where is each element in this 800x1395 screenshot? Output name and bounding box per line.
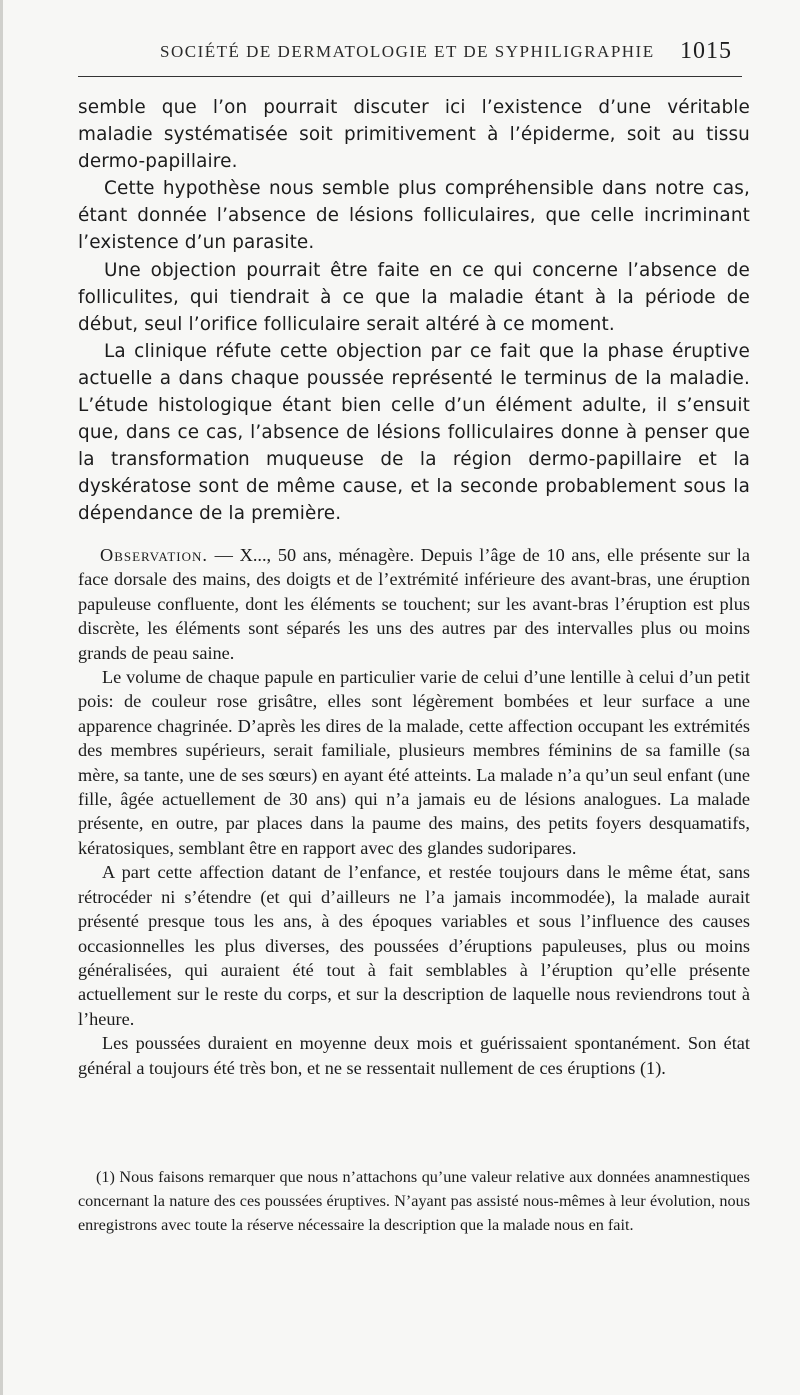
body-paragraph: Une objection pourrait être faite en ce qui concerne l’absence de folliculites, qui tiendrait à ce que la maladie étant à la période de début, seul l’orifice folliculaire serait altéré à ce moment. bbox=[78, 259, 750, 335]
running-title: SOCIÉTÉ DE DERMATOLOGIE ET DE SYPHILIGRAPHIE bbox=[160, 42, 655, 61]
running-head bbox=[160, 38, 732, 68]
observation-paragraph: Les poussées duraient en moyenne deux mois et guérissaient spontanément. Son état général a toujours été très bon, et ne se ressentait nullement de ces éruptions (1). bbox=[78, 1033, 750, 1078]
observation-text: — X..., 50 ans, ménagère. Depuis l’âge de 10 ans, elle présente sur la face dorsale des mains, des doigts et de l’extrémité inférieure des avant-bras, une éruption papuleuse confluente, dont les éléments se touchent; sur les avant-bras l’éruption est plus discrète, les éléments sont séparés les uns des autres par des intervalles plus ou moins grands de peau saine. bbox=[78, 545, 750, 663]
observation-paragraph: A part cette affection datant de l’enfance, et restée toujours dans le même état, sans rétrocéder ni s’étendre (et qui d’ailleurs ne l’a jamais incommodée), la malade aurait présenté presque tous les ans, à des époques variables et sous l’influence des causes occasionnelles les plus diverses, des poussées d’éruptions papuleuses, plus ou moins généralisées, qui auraient été tout à fait semblables à l’éruption qu’elle présente actuellement sur le reste du corps, et sur la description de laquelle nous reviendrons tout à l’heure. bbox=[78, 862, 750, 1029]
header-rule bbox=[78, 76, 742, 77]
observation-section bbox=[78, 543, 750, 1080]
page-edge bbox=[0, 0, 3, 1395]
footnote-text: (1) Nous faisons remarquer que nous n’attachons qu’une valeur relative aux données anamnestiques concernant la nature des ces poussées éruptives. N’ayant pas assisté nous-mêmes à leur évolution, nous enregistrons avec toute la réserve nécessaire la description que la malade nous en fait. bbox=[78, 1168, 750, 1234]
body-paragraph: semble que l’on pourrait discuter ici l’existence d’une véritable maladie systématisée soit primitivement à l’épiderme, soit au tissu dermo-papillaire. bbox=[78, 97, 750, 173]
body-paragraph: Cette hypothèse nous semble plus compréhensible dans notre cas, étant donnée l’absence de lésions folliculaires, que celle incriminant l’existence d’un parasite. bbox=[78, 178, 750, 254]
footnote bbox=[78, 1165, 750, 1237]
body-paragraph: La clinique réfute cette objection par ce fait que la phase éruptive actuelle a dans chaque poussée représenté le terminus de la maladie. L’étude histologique étant bien celle d’un élément adulte, il s’ensuit que, dans ce cas, l’absence de lésions folliculaires donne à penser que la transformation muqueuse de la région dermo-papillaire et la dyskératose sont de même cause, et la seconde probablement sous la dépendance de la première. bbox=[78, 340, 750, 525]
discussion-text bbox=[78, 94, 750, 528]
observation-label: Observation. bbox=[100, 545, 208, 565]
observation-paragraph: Le volume de chaque papule en particulier varie de celui d’une lentille à celui d’un petit pois: de couleur rose grisâtre, elles sont légèrement bombées et leur surface a une apparence chagrinée. D’après les dires de la malade, cette affection occupant les extrémités des membres supérieurs, serait familiale, plusieurs membres féminins de sa famille (sa mère, sa tante, une de ses sœurs) en ayant été atteints. La malade n’a qu’un seul enfant (une fille, âgée actuellement de 30 ans) qui n’a jamais eu de lésions analogues. La malade présente, en outre, par places dans la paume des mains, des petits foyers desquamatifs, kératosiques, semblant être en rapport avec des glandes sudoripares. bbox=[78, 667, 750, 858]
observation-paragraph bbox=[78, 543, 750, 665]
page-number: 1015 bbox=[680, 38, 732, 64]
